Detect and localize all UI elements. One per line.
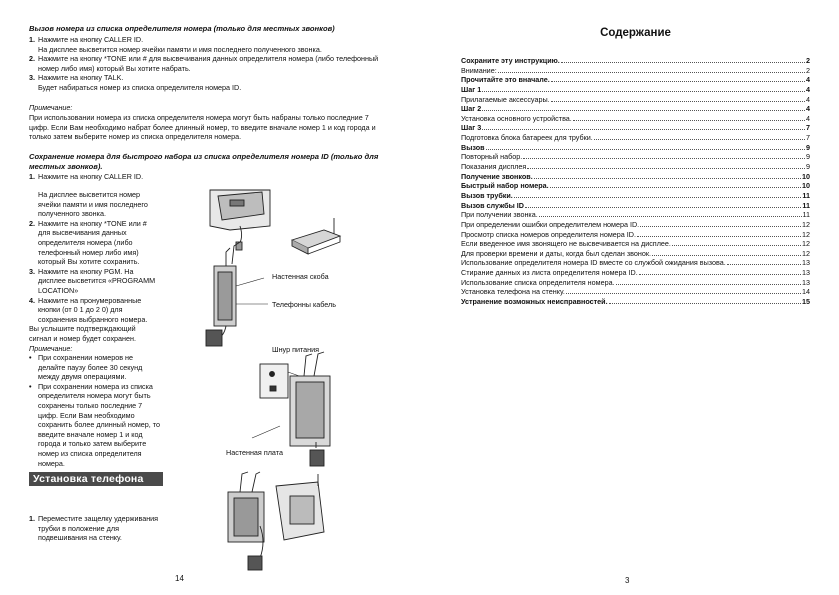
note-bullet: • При сохранении номера из списка определителя номера могут быть сохранены только последние 7 цифр. Если Вам необходимо сохранить более длинный номер, то введите вначале номер 1 и код города и только затем выберите номер из списка определителя номера. — [29, 381, 160, 468]
toc-leader — [539, 216, 802, 217]
toc-entry[interactable]: Шаг 3 7 — [461, 123, 810, 133]
toc-entry[interactable]: При получении звонка. 11 — [461, 210, 810, 220]
contents-title: Содержание — [600, 27, 671, 39]
note-text: При использовании номера из списка определителя номера могут быть набраны только последние 7 цифр. Если Вам необходимо набрат более длинный номер, то введите вначале номер 1 и код города и только затем выберите номер из списка определителя номера. — [29, 113, 376, 142]
toc-entry[interactable]: Использование списка определителя номера. 13 — [461, 277, 810, 287]
toc-entry[interactable]: Показания дисплея 9 — [461, 162, 810, 172]
step-item: 1. Нажмите на кнопку CALLER ID. — [29, 35, 144, 44]
toc-leader — [482, 91, 805, 92]
label-wall-plate: Настенная плата — [226, 448, 283, 457]
step-item: На дисплее высветится номер ячейки памяти и имя последнего полученного звонка. — [38, 44, 322, 54]
toc-entry[interactable]: При определении ошибки определителем номера ID. 12 — [461, 219, 810, 229]
toc-leader — [486, 149, 805, 150]
toc-entry[interactable]: Прочитайте это вначале. 4 — [461, 75, 810, 85]
label-phone-cable: Телефонны кабель — [272, 300, 336, 309]
toc-entry[interactable]: Установка телефона на стенку. 14 — [461, 287, 810, 297]
toc-entry[interactable]: Вызов 9 — [461, 142, 810, 152]
save-confirm-text: Вы услышите подтверждающий сигнал и номер будет сохранен. — [29, 324, 136, 343]
step-item: 3. Нажмите на кнопку PGM. На дисплее высветится «PROGRAMM LOCATION» — [29, 266, 156, 295]
note-label: Примечание: — [29, 103, 73, 112]
table-of-contents — [461, 56, 810, 307]
toc-leader — [566, 293, 801, 294]
toc-leader — [498, 72, 805, 73]
toc-entry[interactable]: Повторный набор. 9 — [461, 152, 810, 162]
install-step-1: 1. Переместите защелку удерживания трубки в положение для подвешивания на стенку. — [29, 514, 159, 543]
caller-id-recall-steps — [29, 35, 389, 93]
toc-leader — [637, 236, 801, 237]
toc-entry[interactable]: Стирание данных из листа определителя номера ID. 13 — [461, 268, 810, 278]
toc-leader — [652, 255, 801, 256]
toc-leader — [527, 168, 805, 169]
toc-leader — [523, 158, 805, 159]
toc-leader — [551, 81, 805, 82]
toc-leader — [551, 101, 805, 102]
section-bar-install-phone: Установка телефона — [29, 472, 163, 486]
toc-entry[interactable]: Если введенное имя звонящего не высвечивается на дисплее. 12 — [461, 239, 810, 249]
caller-id-recall-title: Вызов номера из списка определителя номера (только для местных звонков) — [29, 24, 335, 33]
toc-leader — [550, 187, 801, 188]
step-item: 2. Нажмите на кнопку *TONE или # для высвечивания данных определителя номера (либо телефонный номер либо имя) который Вы хотите сохранить. — [29, 218, 147, 267]
toc-entry[interactable]: Для проверки времени и даты, когда был сделан звонок. 12 — [461, 248, 810, 258]
toc-leader — [482, 110, 805, 111]
step-item: На дисплее высветится номер ячейки памяти и имя последнего полученного звонка. — [38, 190, 148, 219]
toc-leader — [616, 284, 801, 285]
toc-entry[interactable]: Прилагаемые аксессуары. 4 — [461, 94, 810, 104]
save-step-1: 1. Нажмите на кнопку CALLER ID. — [29, 172, 144, 181]
save-speed-dial-title: Сохранение номера для быстрого набора из списка определителя номера ID (только для местных звонков). — [29, 152, 379, 171]
save-steps-column — [29, 190, 160, 324]
toc-leader — [482, 129, 805, 130]
toc-entry[interactable]: Использование определителя номера ID вместе со службой ожидания вызова. 13 — [461, 258, 810, 268]
toc-entry[interactable]: Просмотр списка номеров определителя номера ID. 12 — [461, 229, 810, 239]
step-item: 3. Нажмите на кнопку TALK. — [29, 73, 124, 83]
toc-entry[interactable]: Подготовка блока батареек для трубки. 7 — [461, 133, 810, 143]
toc-entry[interactable]: Вызов службы ID 11 — [461, 200, 810, 210]
bullet-icon: • — [29, 353, 32, 362]
step-item: Будет набираться номер из списка определителя номера ID. — [38, 82, 242, 92]
step-item: 4. Нажмите на пронумерованные кнопки (от 0 1 до 2 0) для сохранения выбранного номера. — [29, 295, 148, 324]
note2-label: Примечание: — [29, 344, 73, 353]
toc-entry[interactable]: Шаг 1 4 — [461, 84, 810, 94]
note2-bullets — [29, 353, 160, 468]
wall-mount-illustration — [200, 186, 360, 576]
toc-entry[interactable]: Сохраните эту инструкцию. 2 — [461, 56, 810, 65]
toc-leader — [609, 303, 801, 304]
label-wall-bracket: Настенная скоба — [272, 272, 329, 281]
label-power-cord: Шнур питания — [272, 345, 320, 354]
toc-entry[interactable]: Установка основного устройства. 4 — [461, 113, 810, 123]
toc-leader — [534, 178, 801, 179]
toc-leader — [573, 120, 805, 121]
note-bullet: • При сохранении номеров не делайте паузу более 30 секунд между двумя операциями. — [29, 353, 143, 382]
toc-leader — [525, 207, 801, 208]
page-number-left: 14 — [175, 574, 184, 583]
toc-leader — [640, 226, 801, 227]
toc-entry[interactable]: Устранение возможных неисправностей. 15 — [461, 297, 810, 307]
toc-entry[interactable]: Быстрый набор номера. 10 — [461, 181, 810, 191]
toc-entry[interactable]: Шаг 2 4 — [461, 104, 810, 114]
toc-leader — [727, 264, 801, 265]
step-item: 2. Нажмите на кнопку *TONE или # для высвечивания данных определителя номера (либо телефонный номер либо имя) который Вы хотите набрать. — [29, 54, 379, 73]
bullet-icon: • — [29, 381, 32, 391]
toc-entry[interactable]: Вызов трубки. 11 — [461, 190, 810, 200]
toc-leader — [561, 62, 805, 63]
toc-leader — [639, 274, 801, 275]
toc-leader — [594, 139, 805, 140]
page-number-right: 3 — [625, 576, 630, 585]
toc-leader — [514, 197, 802, 198]
toc-entry[interactable]: Внимание: 2 — [461, 65, 810, 75]
toc-leader — [672, 245, 801, 246]
toc-entry[interactable]: Получение звонков. 10 — [461, 171, 810, 181]
